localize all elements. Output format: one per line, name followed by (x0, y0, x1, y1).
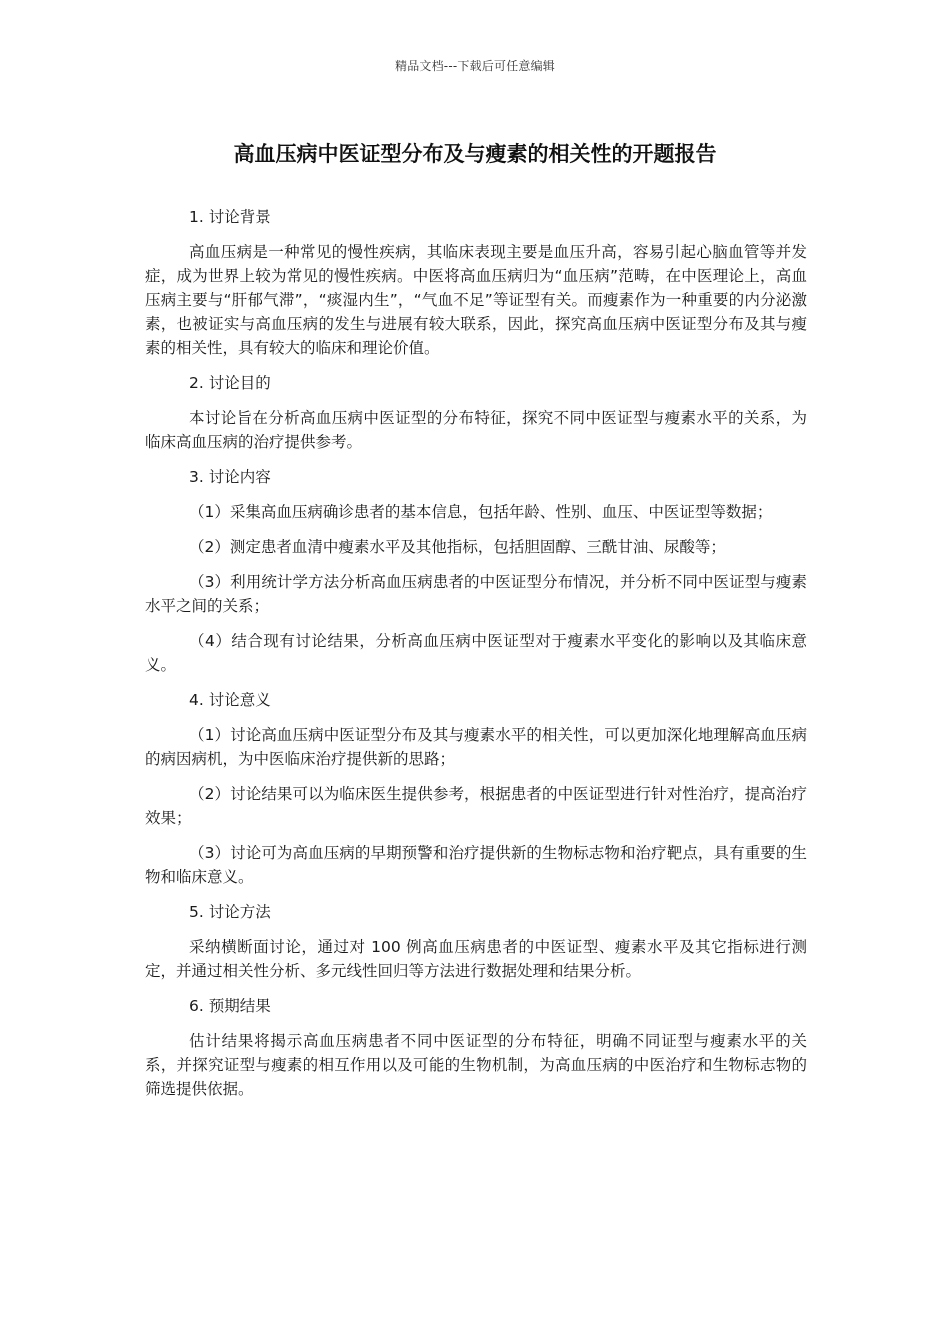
document-body (145, 205, 807, 1112)
section-heading: 1. 讨论背景 (189, 208, 271, 226)
list-item: （2）讨论结果可以为临床医生提供参考，根据患者的中医证型进行针对性治疗，提高治疗效果； (145, 785, 807, 827)
document-title: 高血压病中医证型分布及与瘦素的相关性的开题报告 (233, 142, 717, 166)
section-heading: 2. 讨论目的 (189, 374, 271, 392)
section-heading: 4. 讨论意义 (189, 691, 271, 709)
list-item: （3）利用统计学方法分析高血压病患者的中医证型分布情况，并分析不同中医证型与瘦素水平之间的关系； (145, 573, 807, 615)
list-item: （4）结合现有讨论结果，分析高血压病中医证型对于瘦素水平变化的影响以及其临床意义。 (145, 632, 807, 674)
section-method (145, 900, 807, 983)
header-note: 精品文档---下载后可任意编辑 (395, 59, 555, 73)
list-item: （2）测定患者血清中瘦素水平及其他指标，包括胆固醇、三酰甘油、尿酸等； (189, 538, 726, 556)
section-heading: 5. 讨论方法 (189, 903, 271, 921)
list-item: （1）讨论高血压病中医证型分布及其与瘦素水平的相关性，可以更加深化地理解高血压病的病因病机，为中医临床治疗提供新的思路； (145, 726, 807, 768)
list-item: （3）讨论可为高血压病的早期预警和治疗提供新的生物标志物和治疗靶点，具有重要的生物和临床意义。 (145, 844, 807, 886)
section-content (145, 465, 807, 677)
paragraph: 估计结果将揭示高血压病患者不同中医证型的分布特征，明确不同证型与瘦素水平的关系，并探究证型与瘦素的相互作用以及可能的生物机制，为高血压病的中医治疗和生物标志物的筛选提供依据。 (145, 1032, 807, 1098)
paragraph: 高血压病是一种常见的慢性疾病，其临床表现主要是血压升高，容易引起心脑血管等并发症，成为世界上较为常见的慢性疾病。中医将高血压病归为“血压病”范畴，在中医理论上，高血压病主要与“肝郁气滞”，“痰湿内生”，“气血不足”等证型有关。而瘦素作为一种重要的内分泌激素，也被证实与高血压病的发生与进展有较大联系，因此，探究高血压病中医证型分布及其与瘦素的相关性，具有较大的临床和理论价值。 (145, 243, 807, 357)
section-heading: 3. 讨论内容 (189, 468, 271, 486)
paragraph: 本讨论旨在分析高血压病中医证型的分布特征，探究不同中医证型与瘦素水平的关系，为临床高血压病的治疗提供参考。 (145, 409, 807, 451)
paragraph: 采纳横断面讨论，通过对 100 例高血压病患者的中医证型、瘦素水平及其它指标进行测定，并通过相关性分析、多元线性回归等方法进行数据处理和结果分析。 (145, 938, 807, 980)
section-heading: 6. 预期结果 (189, 997, 271, 1015)
list-item: （1）采集高血压病确诊患者的基本信息，包括年龄、性别、血压、中医证型等数据； (189, 503, 773, 521)
section-background (145, 205, 807, 360)
section-purpose (145, 371, 807, 454)
section-expected-results (145, 994, 807, 1101)
section-significance (145, 688, 807, 889)
